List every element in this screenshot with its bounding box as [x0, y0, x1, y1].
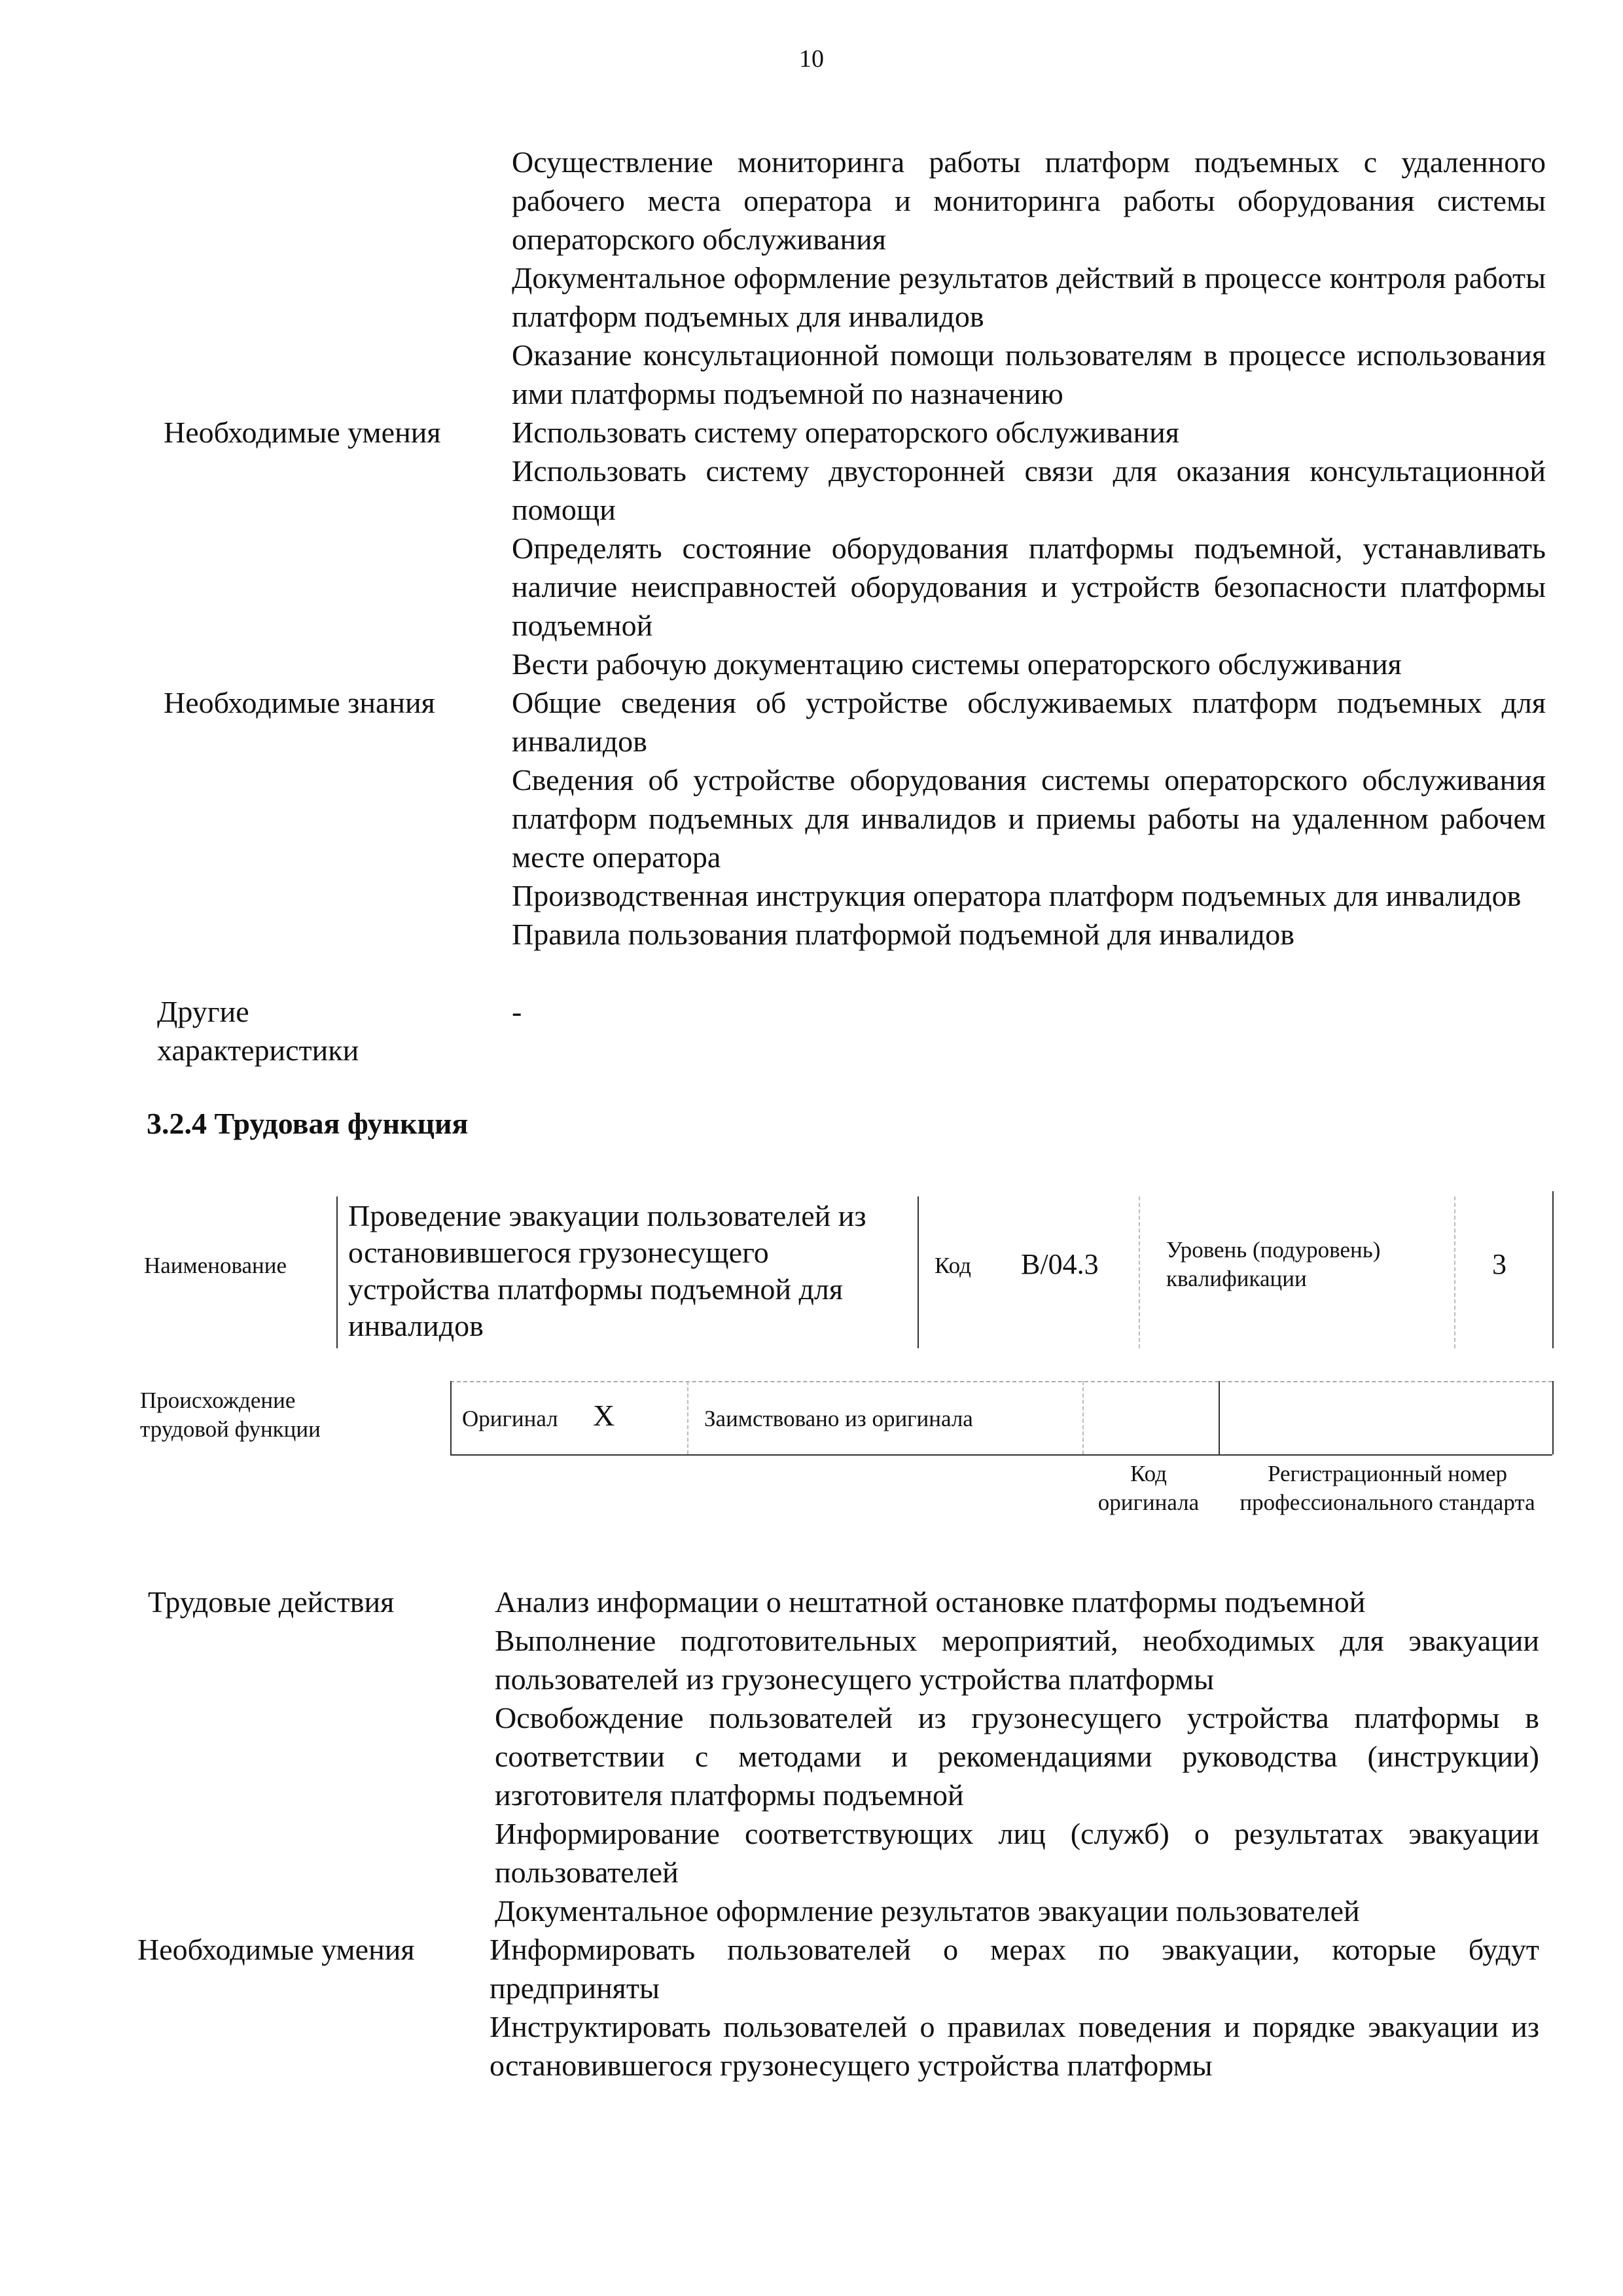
list-item: Освобождение пользователей из грузонесущего устройства платформы в соответствии с методами и рекомендациями руководства (инструкции) изготовителя платформы подъемной [495, 1701, 1539, 1812]
divider [687, 1381, 688, 1454]
list-item: Инструктировать пользователей о правилах поведения и порядке эвакуации из остановившегося грузонесущего устройства платформы [490, 2010, 1539, 2082]
name-label: Наименование [144, 1253, 287, 1278]
knowledge-label: Необходимые знания [164, 686, 435, 719]
level-value: 3 [1492, 1248, 1507, 1280]
divider [1552, 1191, 1554, 1348]
original-label: Оригинал [462, 1406, 558, 1431]
list-item: Информировать пользователей о мерах по эвакуации, которые будут предприняты [490, 1933, 1539, 2005]
divider [1139, 1196, 1140, 1348]
other-value: - [512, 995, 522, 1028]
code-label: Код [935, 1253, 971, 1278]
divider [1219, 1381, 1220, 1454]
divider [450, 1381, 1552, 1382]
section-title: 3.2.4 Трудовая функция [147, 1107, 469, 1140]
divider [1552, 1381, 1554, 1454]
skills-list-2 [490, 1930, 1539, 2085]
origin-label: Происхождение трудовой функции [140, 1388, 321, 1442]
divider [1082, 1381, 1084, 1454]
list-item: Правила пользования платформой подъемной для инвалидов [512, 918, 1294, 951]
other-label-line: Другие [157, 995, 249, 1028]
code-original-caption: Код оригинала [1097, 1461, 1200, 1515]
list-item: Анализ информации о нештатной остановке платформы подъемной [495, 1585, 1366, 1619]
list-item: Документальное оформление результатов действий в процессе контроля работы платформ подъемных для инвалидов [512, 261, 1546, 333]
actions-list [495, 1583, 1539, 1930]
actions-label: Трудовые действия [148, 1585, 395, 1619]
skills-list [512, 413, 1546, 683]
divider [450, 1454, 1552, 1456]
list-item: Производственная инструкция оператора платформ подъемных для инвалидов [512, 879, 1522, 912]
list-item: Осуществление мониторинга работы платформ подъемных с удаленного рабочего места оператора и мониторинга работы оборудования системы операторского обслуживания [512, 145, 1546, 256]
skills-label-2: Необходимые умения [137, 1933, 415, 1966]
knowledge-list [512, 683, 1546, 954]
borrowed-label: Заимствовано из оригинала [704, 1406, 973, 1431]
original-mark: X [593, 1399, 615, 1432]
divider [918, 1196, 919, 1348]
list-item: Использовать систему операторского обслуживания [512, 416, 1179, 449]
code-value: B/04.3 [1021, 1248, 1099, 1280]
list-item: Оказание консультационной помощи пользователям в процессе использования ими платформы подъемной по назначению [512, 338, 1546, 410]
page-number: 10 [799, 45, 824, 73]
divider [336, 1196, 338, 1348]
list-item: Вести рабочую документацию системы операторского обслуживания [512, 647, 1402, 681]
list-item: Информирование соответствующих лиц (служб) о результатах эвакуации пользователей [495, 1817, 1539, 1889]
other-label [157, 992, 359, 1069]
divider [1454, 1196, 1455, 1348]
list-item: Использовать систему двусторонней связи для оказания консультационной помощи [512, 454, 1546, 526]
list-item: Выполнение подготовительных мероприятий, необходимых для эвакуации пользователей из грузонесущего устройства платформы [495, 1624, 1539, 1696]
level-label: Уровень (подуровень) квалификации [1166, 1237, 1381, 1291]
list-item: Сведения об устройстве оборудования системы операторского обслуживания платформ подъемных для инвалидов и приемы работы на удаленном рабочем месте оператора [512, 763, 1546, 874]
reg-number-caption: Регистрационный номер профессионального стандарта [1240, 1461, 1535, 1515]
name-value: Проведение эвакуации пользователей из остановившегося грузонесущего устройства платформы подъемной для инвалидов [348, 1199, 866, 1342]
divider [450, 1381, 452, 1454]
list-item: Общие сведения об устройстве обслуживаемых платформ подъемных для инвалидов [512, 686, 1546, 758]
other-label-line: характеристики [157, 1033, 359, 1067]
list-item: Документальное оформление результатов эвакуации пользователей [495, 1894, 1360, 1928]
skills-label: Необходимые умения [164, 416, 441, 449]
actions-continued-list [512, 143, 1546, 413]
list-item: Определять состояние оборудования платформы подъемной, устанавливать наличие неисправностей оборудования и устройств безопасности платформы подъемной [512, 531, 1546, 642]
